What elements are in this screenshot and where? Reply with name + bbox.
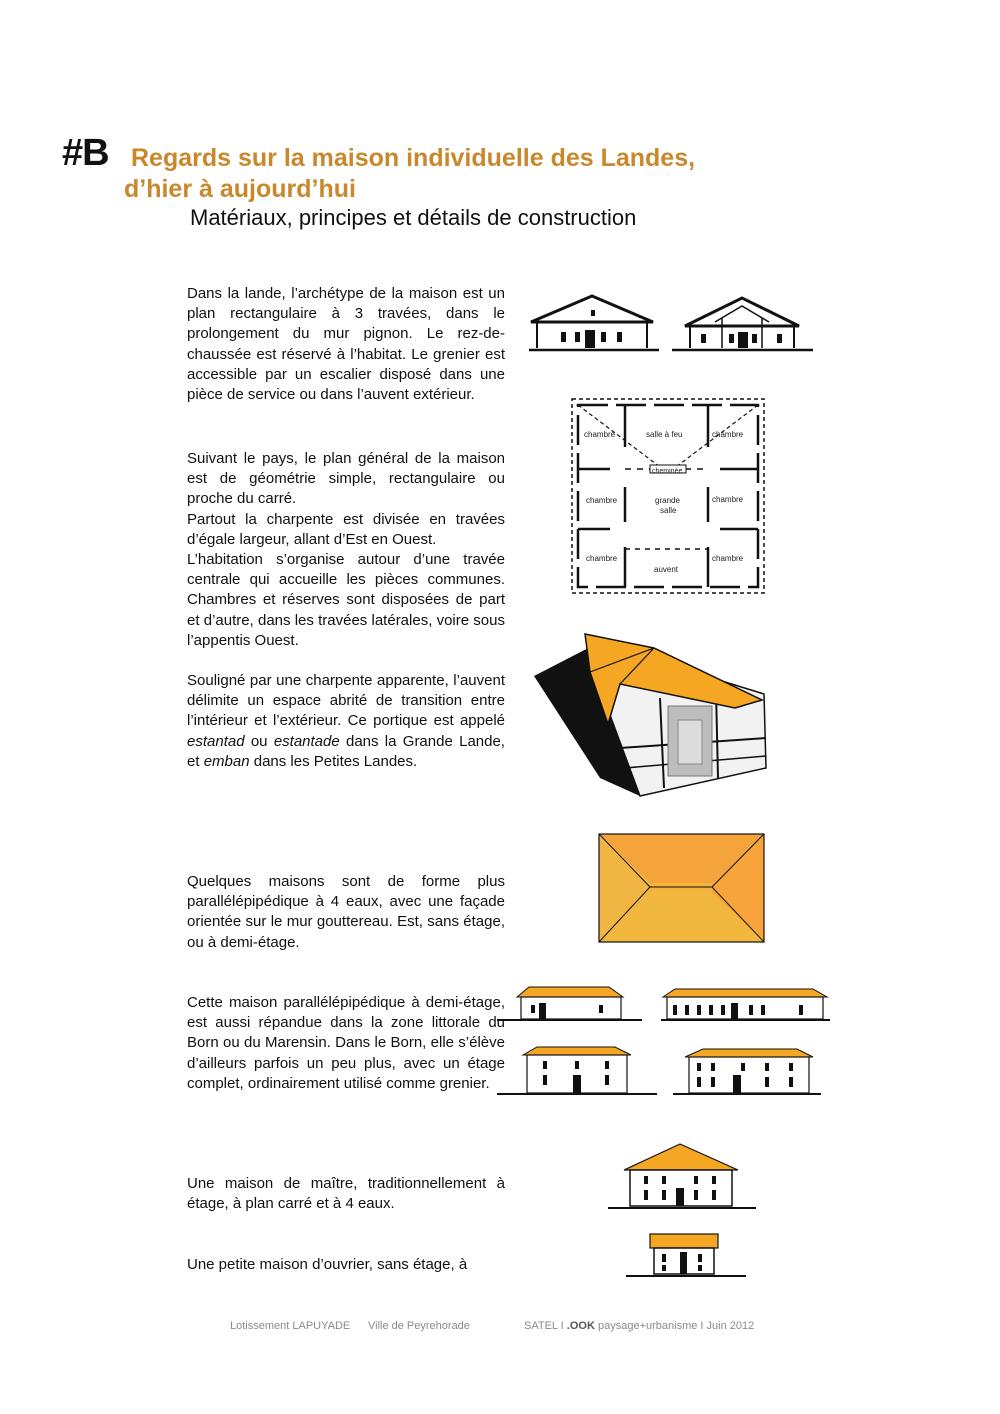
page-title-line1: Regards sur la maison individuelle des Landes, [131,144,696,172]
gable-house-left [529,296,659,350]
paragraph-four-slopes-text: Quelques maisons sont de forme plus parallélépipédique à 4 eaux, avec une façade orientée sur le mur gouttereau. Est, sans étage, ou à demi-étage. [187,873,505,951]
plan-label-auvent: auvent [654,565,679,574]
gable-elevations-illustration [525,292,820,357]
plan-label-salle-a-feu: salle à feu [646,430,683,439]
section-tag: #B [62,132,109,174]
paragraph-archetype [187,284,505,405]
paragraph-maison-ouvrier [187,1255,505,1275]
footer-firm: SATEL I .OOK paysage+urbanisme I Juin 2012 [524,1320,755,1332]
page-title-line2: d’hier à aujourd’hui [124,175,356,203]
plan-label-chambre-tl: chambre [584,430,616,439]
house-demi-etage-1 [497,987,642,1020]
term-estantade: estantade [273,732,340,750]
paragraph-four-slopes [187,872,505,953]
term-estantad: estantad [187,732,245,750]
paragraph-demi-etage [187,993,505,1094]
paragraph-plan-geometry: Suivant le pays, le plan général de la maison est de géométrie simple, rectangulaire ou proche du carré. [187,450,505,508]
paragraph-plan-charpente: Partout la charpente est divisée en travées d’égale largeur, allant d’Est en Ouest. [187,510,505,548]
term-emban: emban [203,752,250,770]
plan-label-chambre-ml: chambre [586,496,618,505]
paragraph-maison-maitre-text: Une maison de maître, traditionnellement à étage, à plan carré et à 4 eaux. [187,1175,505,1213]
footer-town: Ville de Peyrehorade [368,1320,470,1332]
house-3d-illustration [530,628,770,808]
paragraph-maison-ouvrier-text: Une petite maison d’ouvrier, sans étage, à [187,1256,468,1273]
plan-label-chambre-tr: chambre [712,430,744,439]
page-subtitle: Matériaux, principes et détails de construction [190,205,637,230]
paragraph-maison-maitre [187,1174,505,1214]
footer-firm-logo: .OOK [566,1320,595,1332]
house-etage-2 [673,1049,821,1094]
paragraph-plan [187,449,505,651]
plan-label-chambre-bl: chambre [586,554,618,563]
floor-plan-illustration [570,397,766,597]
paragraph-plan-organisation: L’habitation s’organise autour d’une travée centrale qui accueille les pièces communes. Chambres et réserves sont disposées de part et d’autre, dans les travées latérales, voire sous l’appentis Ouest. [187,551,505,649]
plan-label-cheminee: cheminée [652,468,683,475]
paragraph-demi-etage-text: Cette maison parallélépipédique à demi-étage, est aussi répandue dans la zone littorale du Born ou du Marensin. Dans le Born, elle s’élève d’ailleurs parfois un peu plus, avec un étage complet, ordinairement utilisé comme grenier. [187,994,505,1092]
gable-house-right [672,298,813,350]
plan-label-chambre-mr: chambre [712,495,744,504]
paragraph-auvent [187,671,505,772]
plan-label-grande: grande [655,496,680,505]
hip-roof-plan-illustration [598,833,766,943]
paragraph-auvent-text: Souligné par une charpente apparente, l’auvent délimite un espace abrité de transition entre l’intérieur et l’extérieur. Ce portique est appelé estantad ou estantade dans la Grande Lande, et emban dans les Petites Landes. [187,672,505,770]
maison-ouvrier-illustration [626,1232,748,1280]
plan-label-chambre-br: chambre [712,554,744,563]
house-demi-etage-2 [661,989,830,1020]
demi-etage-houses-illustration [497,983,832,1098]
maison-de-maitre-illustration [608,1142,758,1212]
footer-project: Lotissement LAPUYADE [230,1320,351,1332]
paragraph-archetype-text: Dans la lande, l’archétype de la maison est un plan rectangulaire à 3 travées, dans le prolongement du mur pignon. Le rez-de-chaussée est réservé à l’habitat. Le grenier est accessible par un escalier disposé dans une pièce de service ou dans l’auvent extérieur. [187,285,505,404]
house-etage-1 [497,1047,657,1094]
plan-label-salle: salle [660,506,677,515]
